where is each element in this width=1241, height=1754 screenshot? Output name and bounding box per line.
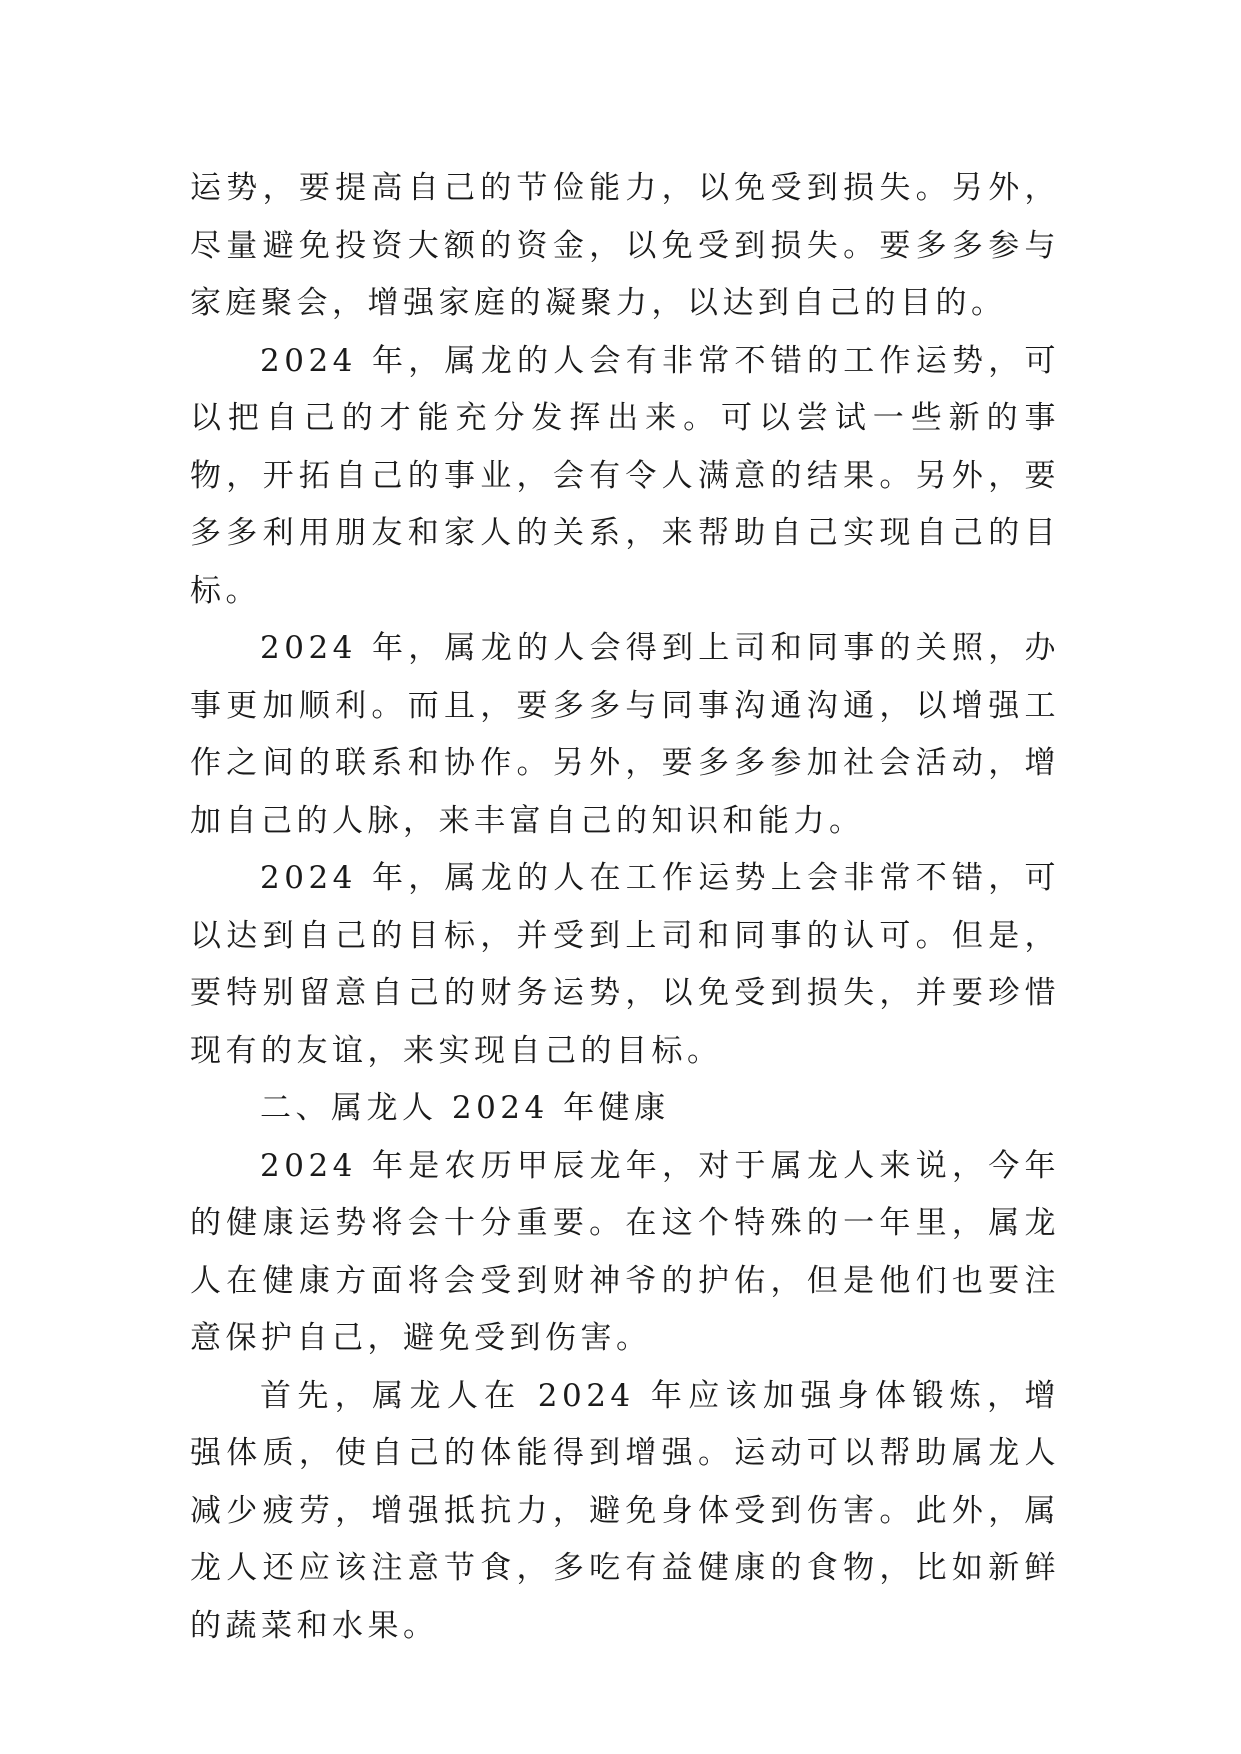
paragraph-1: 运势，要提高自己的节俭能力，以免受到损失。另外，尽量避免投资大额的资金，以免受到损失。要多多参与家庭聚会，增强家庭的凝聚力，以达到自己的目的。 <box>190 170 1060 321</box>
paragraph-2: 2024 年，属龙的人会有非常不错的工作运势，可以把自己的才能充分发挥出来。可以尝试一些新的事物，开拓自己的事业，会有令人满意的结果。另外，要多多利用朋友和家人的关系，来帮助自己实现自己的目标。 <box>190 342 1060 609</box>
paragraph-5: 2024 年是农历甲辰龙年，对于属龙人来说，今年的健康运势将会十分重要。在这个特殊的一年里，属龙人在健康方面将会受到财神爷的护佑，但是他们也要注意保护自己，避免受到伤害。 <box>190 1147 1060 1356</box>
section-heading-health: 二、属龙人 2024 年健康 <box>260 1090 670 1126</box>
paragraph-4: 2024 年，属龙的人在工作运势上会非常不错，可以达到自己的目标，并受到上司和同事的认可。但是，要特别留意自己的财务运势，以免受到损失，并要珍惜现有的友谊，来实现自己的目标。 <box>190 860 1060 1069</box>
document-body <box>190 160 1060 1655</box>
paragraph-3: 2024 年，属龙的人会得到上司和同事的关照，办事更加顺利。而且，要多多与同事沟通沟通，以增强工作之间的联系和协作。另外，要多多参加社会活动，增加自己的人脉，来丰富自己的知识和能力。 <box>190 630 1060 839</box>
paragraph-6: 首先，属龙人在 2024 年应该加强身体锻炼，增强体质，使自己的体能得到增强。运动可以帮助属龙人减少疲劳，增强抵抗力，避免身体受到伤害。此外，属龙人还应该注意节食，多吃有益健康的食物，比如新鲜的蔬菜和水果。 <box>190 1377 1060 1644</box>
